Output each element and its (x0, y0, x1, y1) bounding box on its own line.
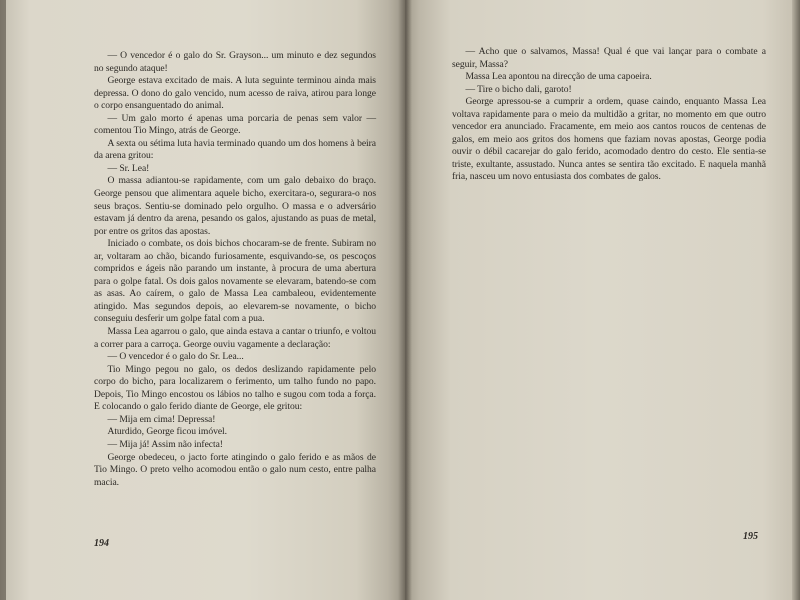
paragraph: Aturdido, George ficou imóvel. (107, 426, 227, 438)
paragraph: — Mija já! Assim não infecta! (107, 438, 223, 450)
paragraph: — Tire o bicho dali, garoto! (465, 83, 572, 95)
right-page-text (452, 46, 766, 184)
paragraph: — Mija em cima! Depressa! (107, 413, 216, 425)
paragraph: — O vencedor é o galo do Sr. Grayson... um minuto e dez segundos no segundo ataque! (94, 50, 376, 74)
paragraph: O massa adiantou-se rapidamente, com um galo debaixo do braço. George pensou que alimentara aquele bicho, exercitara-o, segurara-o nos seus braços. Sentiu-se dominado pelo orgulho. O massa e o adversário estavam já dentro da arena, pesando os galos, ajustando as puas de metal, por entre os gritos das apostas. (94, 175, 376, 237)
paragraph: — O vencedor é o galo do Sr. Lea... (107, 351, 244, 363)
paragraph: Massa Lea apontou na direcção de uma capoeira. (465, 71, 652, 83)
paragraph: — Sr. Lea! (107, 162, 150, 174)
right-page (404, 0, 794, 600)
paragraph: — Um galo morto é apenas uma porcaria de penas sem valor — comentou Tio Mingo, atrás de George. (94, 112, 376, 137)
paragraph: George apressou-se a cumprir a ordem, quase caindo, enquanto Massa Lea voltava rapidamente para o meio da multidão a gritar, no momento em que outro vencedor era anunciado. Fracamente, em meio aos cantos roucos de centenas de galos, em meio aos gritos dos homens que faziam novas apostas, George podia ouvir o débil cacarejar do galo ferido, acomodado dentro do cesto. Ele sentia-se triste, exultante, assustado. Nunca antes se sentira tão excitado. E naquela manhã fria, nasceu um novo entusiasta dos combates de galos. (452, 96, 766, 183)
paragraph: Massa Lea agarrou o galo, que ainda estava a cantar o triunfo, e voltou a correr para a carroça. George ouviu vagamente a declaração: (94, 326, 376, 350)
paragraph: Tio Mingo pegou no galo, os dedos deslizando rapidamente pelo corpo do bicho, para localizarem o ferimento, um talho fundo no papo. Depois, Tio Mingo encostou os lábios no talho e sugou com toda a força. E colocando o galo ferido diante de George, ele gritou: (94, 363, 376, 413)
page-number-left: 194 (94, 538, 109, 549)
left-page (6, 0, 404, 600)
page-number-right: 195 (743, 531, 758, 542)
paragraph: George obedeceu, o jacto forte atingindo o galo ferido e as mãos de Tio Mingo. O preto velho acomodou então o galo num cesto, entre palha macia. (94, 451, 376, 488)
paragraph: Iniciado o combate, os dois bichos chocaram-se de frente. Subiram no ar, voltaram ao chão, bicando furiosamente, esquivando-se, os pescoços compridos e ágeis não parando um instante, à procura de uma abertura para o golpe fatal. Os dois galos novamente se elevaram, batendo-se com as asas. Ao caírem, o galo de Massa Lea cambaleou, evidentemente atingido. Mas segundos depois, ao elevarem-se novamente, o bicho conseguiu desferir um golpe fatal com a pua. (94, 238, 376, 325)
paragraph: A sexta ou sétima luta havia terminado quando um dos homens à beira da arena gritou: (94, 137, 376, 162)
paragraph: George estava excitado de mais. A luta seguinte terminou ainda mais depressa. O dono do galo vencido, num acesso de raiva, atirou para longe o corpo ensanguentado do animal. (94, 75, 376, 112)
page-edge (792, 0, 800, 600)
left-page-text (94, 50, 376, 489)
paragraph: — Acho que o salvamos, Massa! Qual é que vai lançar para o combate a seguir, Massa? (452, 46, 766, 70)
